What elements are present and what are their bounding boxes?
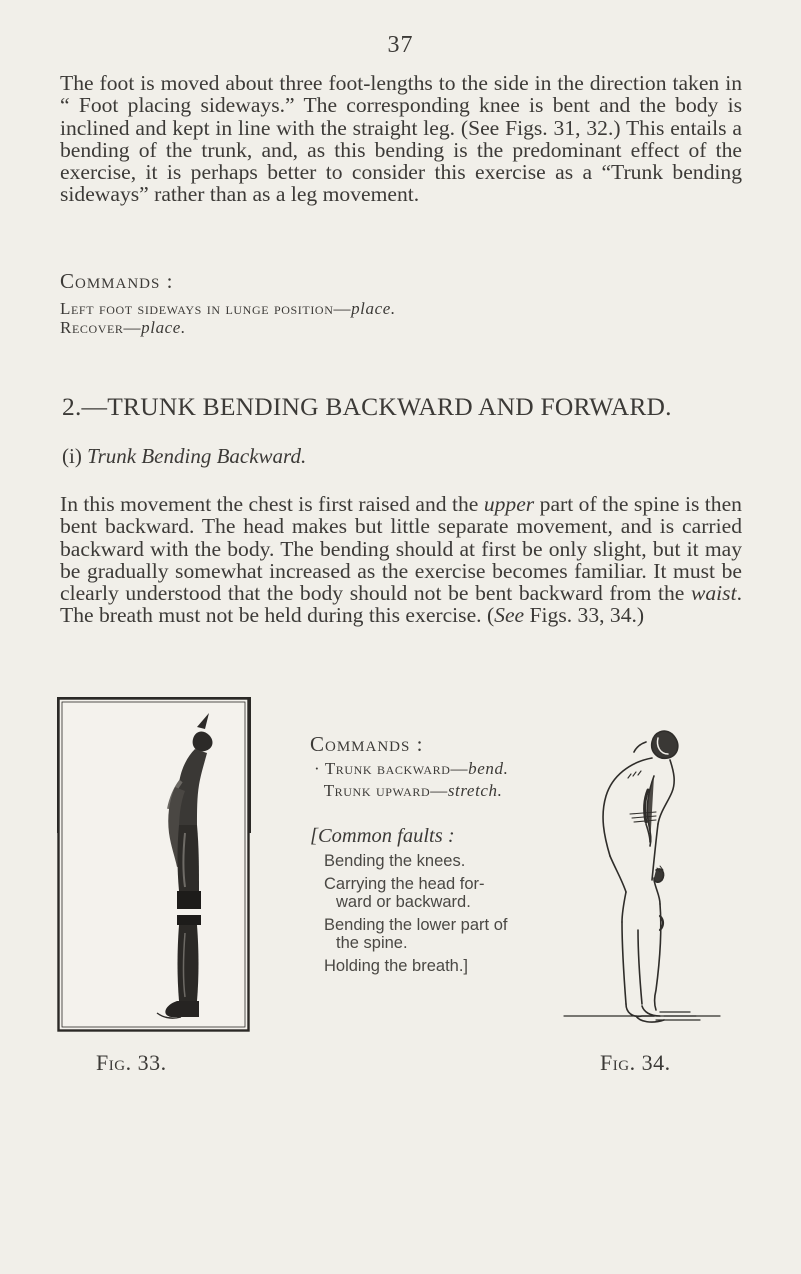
- fault-text: Carrying the head for-: [324, 874, 485, 893]
- command-line-2: [60, 318, 186, 338]
- text-run: In this movement the chest is first raised and the: [60, 492, 484, 516]
- commands-and-faults: [310, 732, 595, 979]
- commands-heading-2: Commands :: [310, 732, 424, 756]
- fault-text-cont: ward or backward.: [336, 893, 471, 911]
- emphasis-upper: upper: [483, 492, 535, 516]
- common-faults-heading: [Common faults :: [310, 825, 455, 847]
- command-text: Trunk upward—: [323, 781, 448, 800]
- fault-text: Bending the lower part of: [324, 915, 508, 934]
- command-word: bend.: [468, 759, 509, 778]
- command-text: Left foot sideways in lunge position—: [60, 299, 352, 318]
- command-word: stretch.: [447, 781, 503, 800]
- fault-item: [324, 875, 594, 912]
- command-line-trunk-backward: · Trunk backward—bend.: [314, 759, 509, 778]
- subheading: [62, 444, 306, 469]
- subheading-number: (i): [62, 444, 82, 468]
- text-run: Figs. 33, 34.): [524, 603, 645, 628]
- figure-34-line-drawing: [560, 720, 725, 1038]
- emphasis-see: See: [494, 603, 525, 628]
- figure-34-caption: Fig. 34.: [600, 1050, 671, 1075]
- command-word: place.: [351, 299, 396, 318]
- command-word: place.: [141, 318, 186, 337]
- command-text: Recover—: [60, 318, 142, 337]
- fault-item: [324, 916, 594, 953]
- fault-text-cont: the spine.: [336, 934, 408, 952]
- page-number: 37: [387, 32, 414, 58]
- text-run: . The breath must not be held during this exercise. (: [60, 581, 742, 628]
- commands-heading: Commands :: [60, 269, 174, 293]
- command-line-trunk-upward: [314, 781, 595, 801]
- fault-item: Holding the breath.]: [324, 956, 469, 975]
- paragraph-trunk-backward: [60, 493, 742, 627]
- section-heading: 2.—TRUNK BENDING BACKWARD AND FORWARD.: [62, 392, 672, 421]
- figure-33-photo-frame: [57, 697, 253, 1033]
- figure-33-caption: Fig. 33.: [96, 1050, 167, 1075]
- subheading-title: Trunk Bending Backward.: [87, 444, 307, 468]
- text-run: part of the spine is then bent backward. The head makes but little separate movement, and is carried backward with the body. The bending should at first be only slight, but it may be gradually somewhat increased as the exercise becomes familiar. It must be clearly understood that the body should not be bent backward from the: [60, 492, 742, 606]
- paragraph-foot-placing: The foot is moved about three foot-lengths to the side in the direction taken in “ Foot placing sideways.” The corresponding knee is bent and the body is inclined and kept in line with the straight leg. (See Figs. 31, 32.) This entails a bending of the trunk, and, as this bending is the predominant effect of the exercise, it is perhaps better to consider this exercise as a “Trunk bending sideways” rather than as a leg movement.: [60, 71, 742, 207]
- emphasis-waist: waist: [690, 581, 737, 606]
- command-line-1: [60, 299, 396, 319]
- command-text: Trunk backward—: [324, 759, 469, 778]
- fault-item: Bending the knees.: [324, 852, 466, 870]
